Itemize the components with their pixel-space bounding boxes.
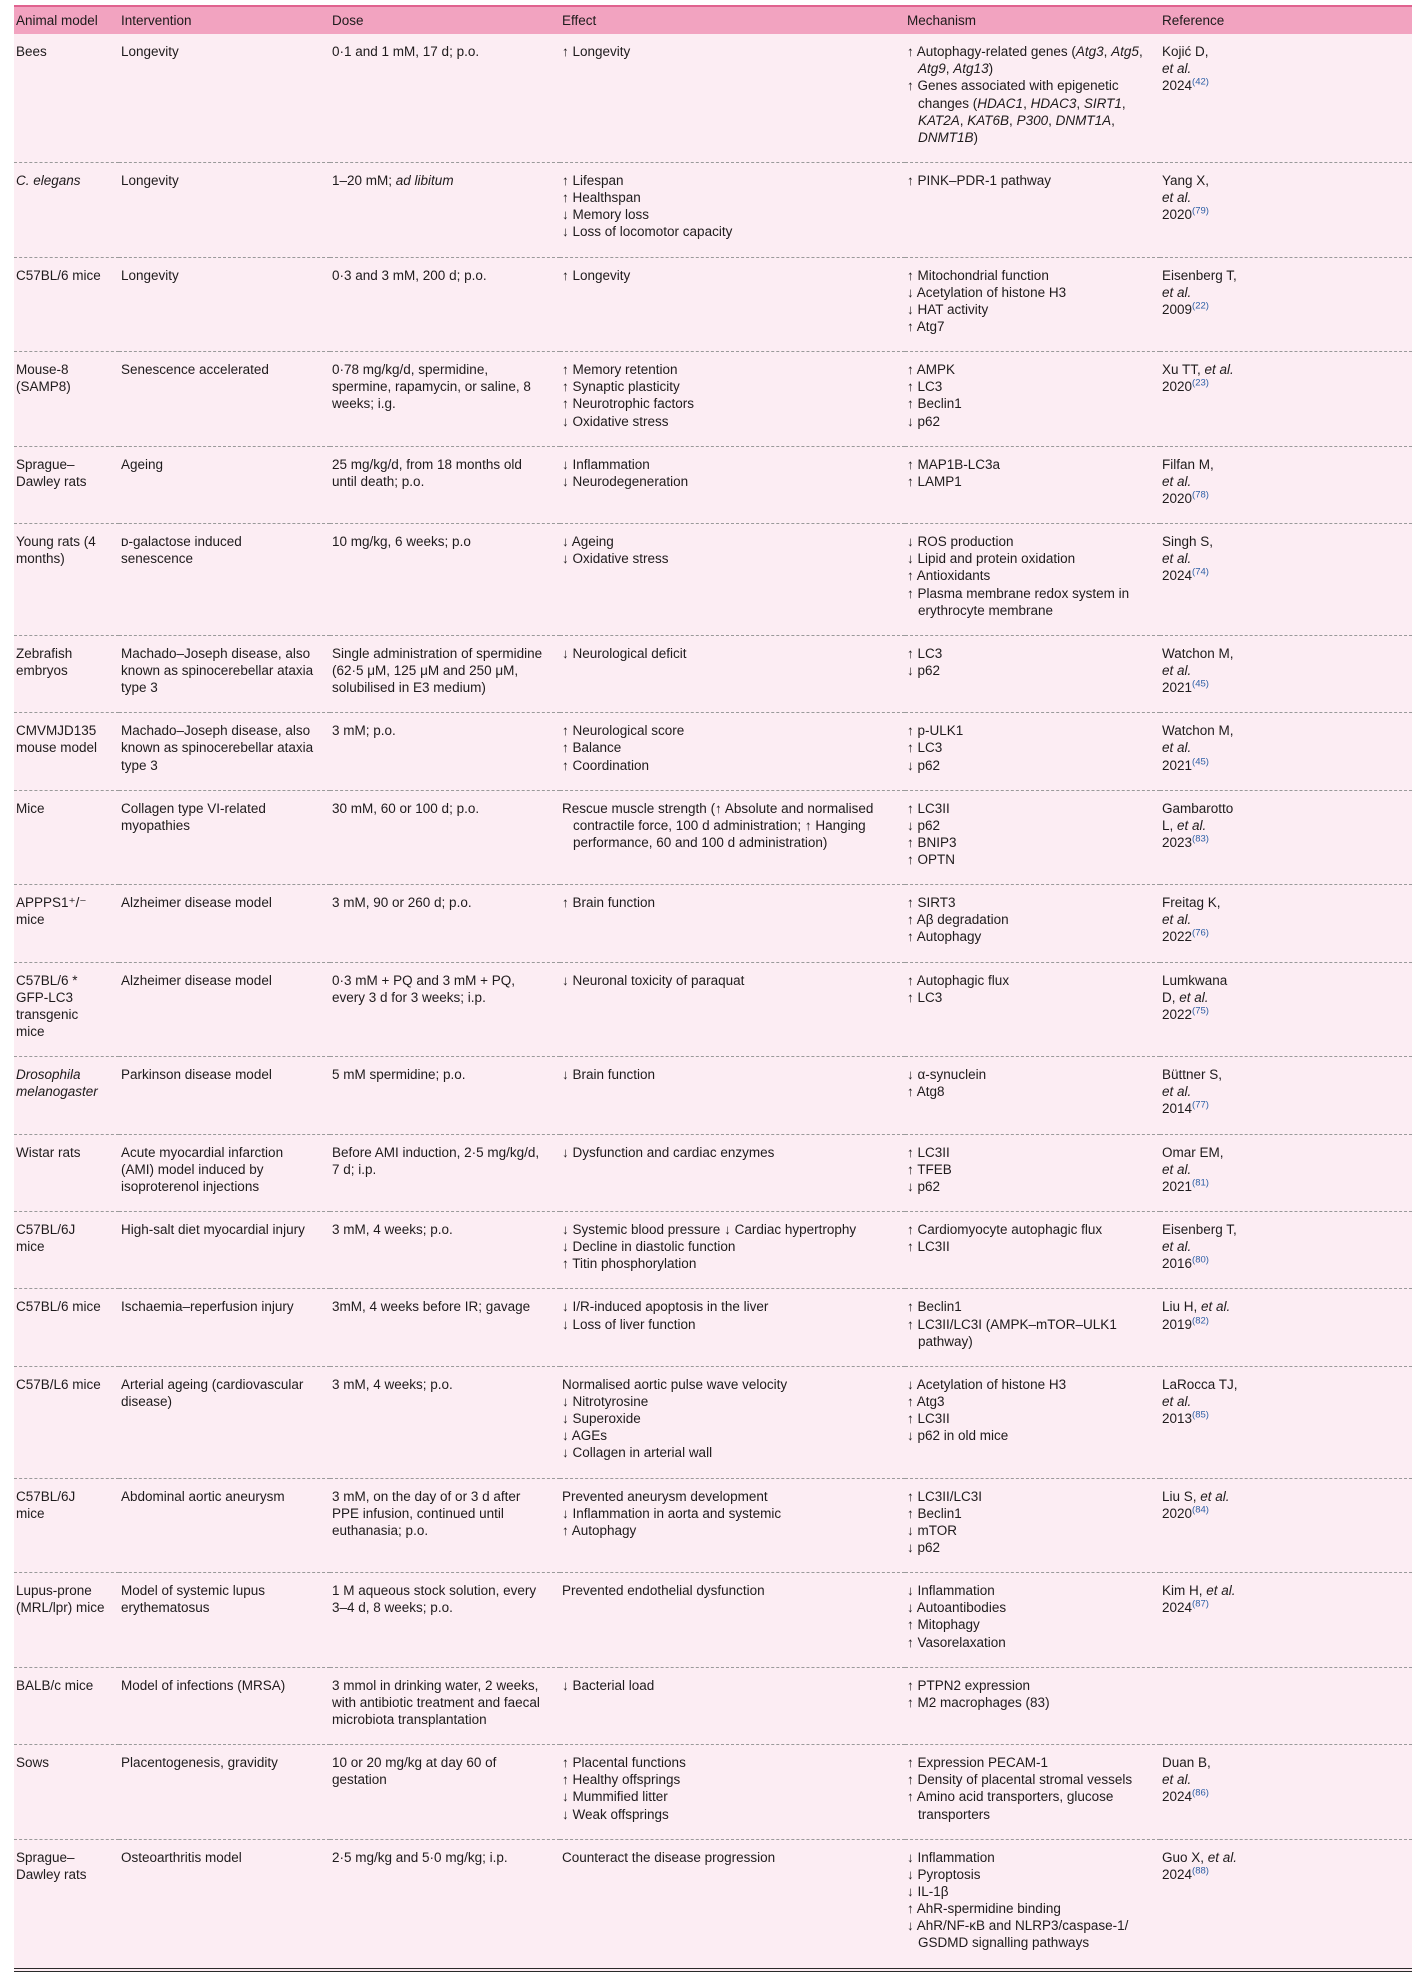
citation-superscript-link[interactable]: (81) [1192, 1177, 1209, 1189]
effect-cell: ↓ Brain function [562, 1067, 656, 1083]
animal-model-cell: APPPS1⁺/⁻ mice [16, 895, 87, 928]
mechanism-cell: ↑ LC3II ↓ p62 ↑ BNIP3 ↑ OPTN [907, 800, 957, 868]
mechanism-cell: ↓ Acetylation of histone H3 ↑ Atg3 ↑ LC3II ↓ p62 in old mice [907, 1376, 1067, 1444]
table-row [14, 1134, 1412, 1211]
reference-cell: Omar EM, et al. 2021$^{(81)}$ [1162, 1144, 1224, 1194]
reference-cell: Yang X, et al. 2020$^{(79)}$ [1162, 172, 1210, 223]
intervention-cell: Ischaemia–reperfusion injury [121, 1299, 294, 1315]
animal-model-cell: Bees [16, 44, 47, 60]
dose-cell: 25 mg/kg/d, from 18 months old until death; p.o. [332, 456, 522, 489]
mechanism-cell: ↑ MAP1B-LC3a ↑ LAMP1 [907, 456, 1001, 489]
effect-cell: ↓ Systemic blood pressure ↓ Cardiac hypertrophy ↓ Decline in diastolic function ↑ Titin phosphorylation [562, 1222, 857, 1272]
dose-cell: 3 mM, 4 weeks; p.o. [332, 1376, 453, 1392]
table-row [14, 1745, 1412, 1840]
citation-superscript-link[interactable]: (83) [1192, 833, 1209, 845]
intervention-cell: Osteoarthritis model [121, 1849, 242, 1865]
mechanism-cell: ↑ Autophagic flux ↑ LC3 [907, 972, 1010, 1005]
intervention-cell: Alzheimer disease model [121, 972, 272, 988]
citation-superscript-link[interactable]: (86) [1192, 1787, 1209, 1799]
table-head [14, 6, 1412, 34]
animal-model-cell: Young rats (4 months) [16, 534, 96, 567]
mechanism-cell: ↑ PTPN2 expression ↑ M2 macrophages (83) [907, 1677, 1050, 1710]
effect-cell: Normalised aortic pulse wave velocity ↓ Nitrotyrosine ↓ Superoxide ↓ AGEs ↓ Collagen in arterial wall [562, 1376, 788, 1461]
intervention-cell: Longevity [121, 44, 179, 60]
reference-cell: Watchon M, et al. 2021$^{(45)}$ [1162, 723, 1234, 773]
animal-model-cell: C57BL/6 mice [16, 267, 101, 283]
reference-cell: Eisenberg T, et al. 2016$^{(80)}$ [1162, 1222, 1237, 1272]
col-header-intervention: Intervention [119, 6, 330, 34]
effect-cell: ↓ Dysfunction and cardiac enzymes [562, 1144, 775, 1160]
effect-cell: ↓ Neuronal toxicity of paraquat [562, 972, 745, 988]
effect-cell: ↓ Ageing ↓ Oxidative stress [562, 534, 669, 567]
reference-cell: Liu H, et al. 2019$^{(82)}$ [1162, 1299, 1231, 1332]
table-row [14, 524, 1412, 636]
citation-superscript-link[interactable]: (79) [1192, 205, 1209, 217]
animal-model-cell: C57BL/6 mice [16, 1299, 101, 1315]
intervention-cell: Collagen type VI-related myopathies [121, 800, 266, 833]
dose-cell: 0·3 and 3 mM, 200 d; p.o. [332, 267, 487, 283]
citation-superscript-link[interactable]: (76) [1192, 927, 1209, 939]
effect-cell: Prevented aneurysm development ↓ Inflammation in aorta and systemic ↑ Autophagy [562, 1488, 782, 1538]
intervention-cell: Arterial ageing (cardiovascular disease) [121, 1376, 304, 1410]
intervention-cell: Acute myocardial infarction (AMI) model induced by isoproterenol injections [121, 1144, 284, 1194]
mechanism-cell: ↑ Beclin1 ↑ LC3II/LC3I (AMPK–mTOR–ULK1 pathway) [907, 1299, 1117, 1349]
animal-model-cell: C57BL/6J mice [16, 1222, 76, 1255]
dose-cell: 3 mM, on the day of or 3 d after PPE infusion, continued until euthanasia; p.o. [332, 1488, 521, 1538]
reference-cell: Freitag K, et al. 2022$^{(76)}$ [1162, 895, 1221, 945]
animal-model-cell: CMVMJD135 mouse model [16, 723, 98, 756]
dose-cell: Single administration of spermidine (62·5 μM, 125 μM and 250 μM, solubilised in E3 medium) [332, 645, 543, 696]
effect-cell: Rescue muscle strength (↑ Absolute and normalised contractile force, 100 d administration; ↑ Hanging performance, 60 and 100 d administration) [562, 800, 874, 850]
citation-superscript-link[interactable]: (74) [1192, 566, 1209, 578]
table-row [14, 352, 1412, 447]
table-row [14, 446, 1412, 523]
intervention-cell: Machado–Joseph disease, also known as spinocerebellar ataxia type 3 [121, 645, 314, 696]
effect-cell: ↑ Placental functions ↑ Healthy offsprings ↓ Mummified litter ↓ Weak offsprings [562, 1755, 686, 1822]
dose-cell: 2·5 mg/kg and 5·0 mg/kg; i.p. [332, 1849, 508, 1865]
table-body [14, 34, 1412, 1969]
animal-model-cell: Sprague–Dawley rats [16, 456, 87, 489]
dose-cell: 5 mM spermidine; p.o. [332, 1067, 466, 1083]
table-row [14, 962, 1412, 1057]
table-row [14, 1839, 1412, 1969]
citation-superscript-link[interactable]: (80) [1192, 1254, 1209, 1266]
citation-superscript-link[interactable]: (22) [1192, 300, 1209, 312]
effect-cell: ↓ I/R-induced apoptosis in the liver ↓ Loss of liver function [562, 1299, 769, 1332]
intervention-cell: Abdominal aortic aneurysm [121, 1488, 285, 1504]
intervention-cell: Ageing [121, 456, 164, 472]
reference-cell: Gambarotto L, et al. 2023$^{(83)}$ [1162, 800, 1234, 850]
citation-superscript-link[interactable]: (45) [1192, 756, 1209, 767]
dose-cell: 0·1 and 1 mM, 17 d; p.o. [332, 44, 480, 60]
table-row [14, 1478, 1412, 1573]
col-header-mechanism: Mechanism [905, 6, 1160, 34]
citation-superscript-link[interactable]: (85) [1192, 1409, 1209, 1421]
reference-cell: Lumkwana D, et al. 2022$^{(75)}$ [1162, 972, 1228, 1022]
reference-cell: Filfan M, et al. 2020$^{(78)}$ [1162, 456, 1214, 506]
effect-cell: ↑ Brain function [562, 895, 656, 911]
reference-cell: Xu TT, et al. 2020$^{(23)}$ [1162, 362, 1234, 395]
intervention-cell: High-salt diet myocardial injury [121, 1222, 305, 1238]
citation-superscript-link[interactable]: (42) [1192, 76, 1209, 88]
effect-cell: ↓ Neurological deficit [562, 645, 687, 661]
effect-cell: ↑ Neurological score ↑ Balance ↑ Coordination [562, 723, 685, 773]
effect-cell: Counteract the disease progression [562, 1849, 776, 1865]
reference-cell: Büttner S, et al. 2014$^{(77)}$ [1162, 1067, 1223, 1117]
dose-cell: 3 mM, 90 or 260 d; p.o. [332, 895, 472, 911]
table-row [14, 1212, 1412, 1289]
effect-cell: ↑ Longevity [562, 267, 631, 283]
dose-cell: 10 or 20 mg/kg at day 60 of gestation [332, 1755, 497, 1788]
animal-model-cell: BALB/c mice [16, 1677, 94, 1693]
mechanism-cell: ↑ PINK–PDR-1 pathway [907, 172, 1052, 188]
table-row [14, 713, 1412, 790]
table-row [14, 162, 1412, 257]
mechanism-cell: ↑ p-ULK1 ↑ LC3 ↓ p62 [907, 723, 964, 773]
intervention-cell: Placentogenesis, gravidity [121, 1755, 278, 1771]
col-header-reference: Reference [1160, 6, 1412, 34]
intervention-cell: Longevity [121, 267, 179, 283]
effect-cell: ↑ Longevity [562, 44, 631, 60]
mechanism-cell: ↓ Inflammation ↓ Autoantibodies ↑ Mitophagy ↑ Vasorelaxation [907, 1583, 1007, 1650]
table-row [14, 34, 1412, 162]
intervention-cell: Parkinson disease model [121, 1067, 272, 1083]
col-header-animal-model: Animal model [14, 6, 119, 34]
dose-cell: 0·78 mg/kg/d, spermidine, spermine, rapamycin, or saline, 8 weeks; i.g. [332, 362, 531, 412]
animal-model-cell: Sows [16, 1755, 50, 1771]
reference-cell: Singh S, et al. 2024$^{(74)}$ [1162, 534, 1214, 584]
table-row [14, 1366, 1412, 1478]
table-row [14, 1289, 1412, 1366]
intervention-cell: Machado–Joseph disease, also known as spinocerebellar ataxia type 3 [121, 723, 314, 773]
citation-superscript-link[interactable]: (78) [1192, 489, 1209, 501]
intervention-cell: Alzheimer disease model [121, 895, 272, 911]
animal-model-cell: C. elegans [16, 172, 81, 188]
table-header-row [14, 6, 1412, 34]
animal-model-cell: Sprague–Dawley rats [16, 1849, 87, 1882]
mechanism-cell: ↓ ROS production ↓ Lipid and protein oxidation ↑ Antioxidants ↑ Plasma membrane redox system in erythrocyte membrane [907, 534, 1130, 618]
reference-cell: Kojić D, et al. 2024$^{(42)}$ [1162, 44, 1209, 94]
animal-model-cell: C57BL/6 * GFP-LC3 transgenic mice [16, 972, 79, 1040]
citation-superscript-link[interactable]: (45) [1192, 678, 1209, 690]
reference-cell: Kim H, et al. 2024$^{(87)}$ [1162, 1583, 1236, 1616]
animal-model-cell: Drosophila melanogaster [16, 1067, 98, 1100]
reference-cell: Liu S, et al. 2020$^{(84)}$ [1162, 1488, 1230, 1521]
citation-superscript-link[interactable]: (88) [1192, 1865, 1209, 1877]
dose-cell: Before AMI induction, 2·5 mg/kg/d, 7 d; i.p. [332, 1144, 540, 1177]
citation-superscript-link[interactable]: (77) [1192, 1099, 1209, 1111]
mechanism-cell: ↑ LC3II ↑ TFEB ↓ p62 [907, 1144, 952, 1194]
animal-model-cell: Zebrafish embryos [16, 645, 73, 678]
dose-cell: 10 mg/kg, 6 weeks; p.o [332, 534, 471, 550]
reference-cell: Watchon M, et al. 2021$^{(45)}$ [1162, 645, 1234, 696]
animal-model-cell: Lupus-prone (MRL/lpr) mice [16, 1583, 105, 1616]
mechanism-cell: ↑ Expression PECAM-1 ↑ Density of placental stromal vessels ↑ Amino acid transporters, glucose transporters [907, 1755, 1133, 1822]
table-row [14, 635, 1412, 712]
mechanism-cell: ↑ LC3II/LC3I ↑ Beclin1 ↓ mTOR ↓ p62 [907, 1488, 983, 1555]
reference-cell: Eisenberg T, et al. 2009$^{(22)}$ [1162, 267, 1237, 317]
effect-cell: ↓ Bacterial load [562, 1677, 655, 1693]
effect-cell: Prevented endothelial dysfunction [562, 1583, 765, 1599]
reference-cell: LaRocca TJ, et al. 2013$^{(85)}$ [1162, 1376, 1238, 1427]
effect-cell: ↓ Inflammation ↓ Neurodegeneration [562, 456, 689, 489]
table-row [14, 1573, 1412, 1668]
table-row [14, 790, 1412, 885]
citation-superscript-link[interactable]: (87) [1192, 1598, 1209, 1610]
animal-model-cell: Mice [16, 800, 45, 816]
dose-cell: 3 mM, 4 weeks; p.o. [332, 1222, 453, 1238]
intervention-cell: Model of systemic lupus erythematosus [121, 1583, 266, 1616]
intervention-cell: Senescence accelerated [121, 362, 269, 378]
col-header-dose: Dose [330, 6, 560, 34]
citation-superscript-link[interactable]: (84) [1192, 1504, 1209, 1516]
table-row [14, 257, 1412, 352]
animal-model-cell: Wistar rats [16, 1144, 81, 1160]
mechanism-cell: ↑ Autophagy-related genes (Atg3, Atg5, Atg9, Atg13) ↑ Genes associated with epigenetic changes (HDAC1, HDAC3, SIRT1, KAT2A, KAT6B, P300, DNMT1A, DNMT1B) [907, 44, 1143, 145]
table-row [14, 1667, 1412, 1744]
dose-cell: 3 mmol in drinking water, 2 weeks, with antibiotic treatment and faecal microbiota transplantation [332, 1677, 540, 1727]
table-row [14, 1057, 1412, 1134]
mechanism-cell: ↑ Mitochondrial function ↓ Acetylation of histone H3 ↓ HAT activity ↑ Atg7 [907, 267, 1067, 334]
animal-model-cell: C57BL/6J mice [16, 1488, 76, 1521]
effect-cell: ↑ Lifespan ↑ Healthspan ↓ Memory loss ↓ Loss of locomotor capacity [562, 172, 733, 240]
mechanism-cell: ↑ AMPK ↑ LC3 ↑ Beclin1 ↓ p62 [907, 362, 962, 429]
intervention-cell: ᴅ-galactose induced senescence [121, 534, 242, 567]
dose-cell: 1–20 mM; ad libitum [332, 172, 454, 188]
dose-cell: 30 mM, 60 or 100 d; p.o. [332, 800, 480, 816]
effect-cell: ↑ Memory retention ↑ Synaptic plasticity ↑ Neurotrophic factors ↓ Oxidative stress [562, 362, 695, 429]
citation-superscript-link[interactable]: (75) [1192, 1005, 1209, 1017]
dose-cell: 3mM, 4 weeks before IR; gavage [332, 1299, 531, 1315]
dose-cell: 1 M aqueous stock solution, every 3–4 d, 8 weeks; p.o. [332, 1583, 537, 1616]
table-row [14, 885, 1412, 962]
mechanism-cell: ↑ SIRT3 ↑ Aβ degradation ↑ Autophagy [907, 895, 1009, 945]
citation-superscript-link[interactable]: (82) [1192, 1315, 1209, 1327]
dose-cell: 3 mM; p.o. [332, 723, 396, 739]
mechanism-cell: ↓ Inflammation ↓ Pyroptosis ↓ IL-1β ↑ AhR-spermidine binding ↓ AhR/NF-κB and NLRP3/caspase-1/ GSDMD signalling pathways [907, 1849, 1129, 1951]
spermidine-animal-studies-table [14, 5, 1412, 1972]
mechanism-cell: ↓ α-synuclein ↑ Atg8 [907, 1067, 987, 1100]
reference-cell: Duan B, et al. 2024$^{(86)}$ [1162, 1755, 1211, 1805]
mechanism-cell: ↑ LC3 ↓ p62 [907, 645, 943, 678]
intervention-cell: Longevity [121, 172, 179, 188]
mechanism-cell: ↑ Cardiomyocyte autophagic flux ↑ LC3II [907, 1222, 1103, 1255]
col-header-effect: Effect [560, 6, 905, 34]
animal-model-cell: Mouse-8 (SAMP8) [16, 362, 71, 395]
animal-model-cell: C57B/L6 mice [16, 1376, 101, 1392]
dose-cell: 0·3 mM + PQ and 3 mM + PQ, every 3 d for 3 weeks; i.p. [332, 972, 516, 1005]
citation-superscript-link[interactable]: (23) [1192, 377, 1209, 389]
intervention-cell: Model of infections (MRSA) [121, 1677, 286, 1693]
reference-cell: Guo X, et al. 2024$^{(88)}$ [1162, 1849, 1238, 1882]
